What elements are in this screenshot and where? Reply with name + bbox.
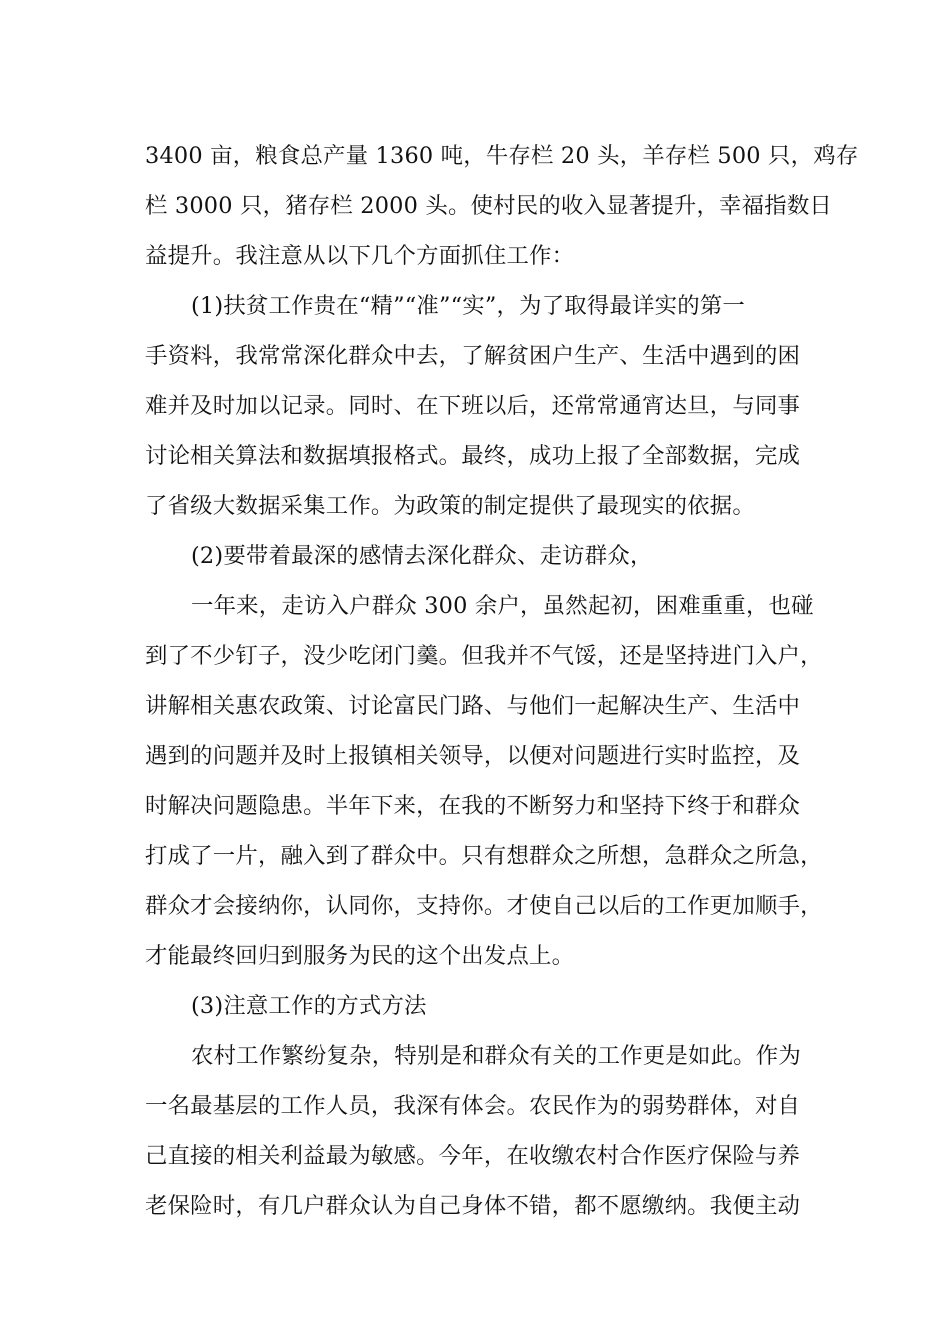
text-line-4: (1)扶贫工作贵在“精”“准”“实”，为了取得最详实的第一 [191,293,746,319]
text-line-22: 老保险时，有几户群众认为自己身体不错，都不愿缴纳。我便主动 [145,1193,801,1219]
text-line-17: 才能最终回归到服务为民的这个出发点上。 [145,943,575,969]
text-line-1: 3400 亩，粮食总产量 1360 吨，牛存栏 20 头，羊存栏 500 只，鸡存 [145,143,859,169]
text-line-18: (3)注意工作的方式方法 [191,993,427,1019]
text-line-10: 一年来，走访入户群众 300 余户，虽然起初，困难重重，也碰 [191,593,814,619]
text-line-20: 一名最基层的工作人员，我深有体会。农民作为的弱势群体，对自 [145,1093,801,1119]
text-line-9: (2)要带着最深的感情去深化群众、走访群众， [191,543,653,569]
text-line-13: 遇到的问题并及时上报镇相关领导，以便对问题进行实时监控，及 [145,743,801,769]
text-line-21: 己直接的相关利益最为敏感。今年，在收缴农村合作医疗保险与养 [145,1143,801,1169]
text-line-3: 益提升。我注意从以下几个方面抓住工作： [145,243,575,269]
text-line-6: 难并及时加以记录。同时、在下班以后，还常常通宵达旦，与同事 [145,393,801,419]
text-line-8: 了省级大数据采集工作。为政策的制定提供了最现实的依据。 [145,493,755,519]
text-line-19: 农村工作繁纷复杂，特别是和群众有关的工作更是如此。作为 [191,1043,801,1069]
text-line-11: 到了不少钉子，没少吃闭门羹。但我并不气馁，还是坚持进门入户， [145,643,823,669]
text-line-7: 讨论相关算法和数据填报格式。最终，成功上报了全部数据，完成 [145,443,801,469]
text-line-15: 打成了一片，融入到了群众中。只有想群众之所想，急群众之所急， [145,843,823,869]
text-line-14: 时解决问题隐患。半年下来，在我的不断努力和坚持下终于和群众 [145,793,801,819]
text-line-16: 群众才会接纳你，认同你，支持你。才使自己以后的工作更加顺手， [145,893,823,919]
text-line-5: 手资料，我常常深化群众中去，了解贫困户生产、生活中遇到的困 [145,343,801,369]
body-text [145,131,859,1231]
text-line-12: 讲解相关惠农政策、讨论富民门路、与他们一起解决生产、生活中 [145,693,801,719]
text-line-2: 栏 3000 只，猪存栏 2000 头。使村民的收入显著提升，幸福指数日 [145,193,833,219]
